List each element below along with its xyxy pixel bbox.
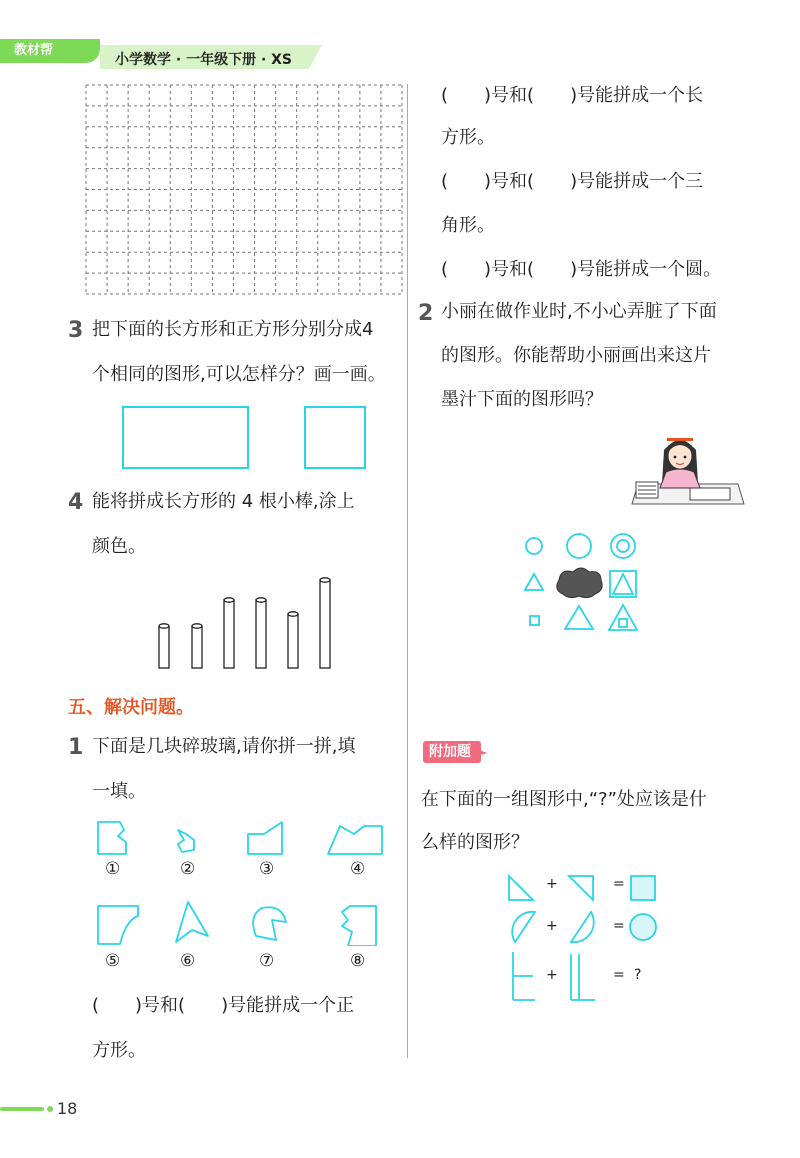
bonus-equations	[505, 868, 665, 1008]
square-shape	[305, 407, 365, 468]
fill-square-line1: ( )号和( )号能拼成一个正	[92, 995, 355, 1016]
header-title: 小学数学 · 一年级下册 · XS	[115, 52, 293, 68]
eq2-result-circle	[630, 914, 656, 940]
stick-5	[288, 612, 298, 668]
eq3-equals: =	[613, 967, 625, 983]
label-piece-6: ⑥	[180, 951, 196, 971]
stick-2	[192, 624, 202, 668]
sticks-figure	[150, 574, 340, 674]
eq1-right-triangle	[569, 876, 593, 900]
small-triangle	[525, 574, 543, 590]
label-piece-4: ④	[350, 859, 366, 879]
question-4-line2: 颜色。	[92, 536, 146, 557]
eq3-left-figure	[513, 952, 535, 1000]
eq1-result-square	[631, 876, 655, 900]
stick-6	[320, 578, 330, 668]
bonus-tag: 附加题	[423, 741, 481, 763]
stick-3	[224, 598, 234, 668]
stick-1	[159, 624, 169, 668]
label-piece-8: ⑧	[350, 951, 366, 971]
section-5-title: 五、解决问题。	[68, 697, 194, 718]
footer-line	[0, 1107, 44, 1111]
inner-small-square	[619, 619, 627, 627]
label-piece-3: ③	[259, 859, 275, 879]
glass-piece-2	[178, 830, 194, 852]
question-4-number: 4	[68, 490, 84, 515]
eq2-plus: +	[546, 918, 558, 934]
glass-piece-5	[98, 906, 138, 944]
eq1-plus: +	[546, 876, 558, 892]
girl-studying-illustration	[630, 432, 746, 512]
fill-rectangle-line2: 方形。	[441, 127, 495, 148]
page-number: 18	[57, 1099, 78, 1118]
column-divider	[407, 84, 408, 1058]
question-1-line2: 一填。	[92, 781, 146, 802]
fill-triangle-line2: 角形。	[441, 215, 495, 236]
glass-piece-6	[176, 902, 208, 942]
question-4-line1: 能将拼成长方形的 4 根小棒,涂上	[92, 491, 355, 512]
glass-piece-8	[342, 906, 376, 946]
question-3-line1: 把下面的长方形和正方形分别分成4	[92, 319, 374, 340]
eq3-question-mark: ?	[634, 967, 642, 983]
label-piece-2: ②	[180, 859, 196, 879]
rectangle-shape	[123, 407, 248, 468]
fill-square-line2: 方形。	[92, 1040, 146, 1061]
glass-pieces	[90, 816, 390, 946]
big-triangle	[565, 606, 593, 629]
q3-shapes	[118, 402, 378, 474]
eq3-plus: +	[546, 967, 558, 983]
footer-dot	[47, 1106, 53, 1112]
small-circle	[526, 538, 542, 554]
question-1-number: 1	[68, 735, 84, 760]
inner-circle	[617, 540, 629, 552]
question-2-line2: 的图形。你能帮助小丽画出来这片	[441, 345, 711, 366]
small-square	[530, 616, 539, 625]
glass-piece-3	[248, 822, 282, 854]
label-piece-1: ①	[105, 859, 121, 879]
bonus-arrow-icon: ►	[478, 745, 488, 759]
eq1-left-triangle	[509, 876, 533, 900]
eq2-left-semicircle	[512, 912, 535, 942]
outer-circle	[611, 534, 635, 558]
label-piece-7: ⑦	[259, 951, 275, 971]
dashed-grid	[85, 84, 405, 296]
header-badge: 教材帮	[0, 39, 100, 63]
fill-triangle-line1: ( )号和( )号能拼成一个三	[441, 171, 704, 192]
fill-rectangle-line1: ( )号和( )号能拼成一个长	[441, 85, 704, 106]
question-3-number: 3	[68, 318, 84, 343]
glass-piece-4	[328, 826, 382, 854]
ink-blot-shapes	[515, 528, 645, 636]
label-piece-5: ⑤	[105, 951, 121, 971]
eq2-equals: =	[613, 918, 625, 934]
eq2-right-semicircle	[571, 912, 594, 942]
question-2-line3: 墨汁下面的图形吗？	[441, 389, 603, 410]
glass-piece-7	[253, 907, 286, 940]
question-2-line1: 小丽在做作业时,不小心弄脏了下面	[441, 301, 717, 322]
fill-circle-line: ( )号和( )号能拼成一个圆。	[441, 259, 722, 280]
question-2-number: 2	[418, 301, 434, 326]
eq3-right-figure	[571, 954, 595, 1000]
eq1-equals: =	[613, 876, 625, 892]
ink-blot	[557, 568, 602, 598]
stick-4	[256, 598, 266, 668]
question-3-line2: 个相同的图形,可以怎样分？画一画。	[92, 364, 386, 385]
glass-piece-1	[98, 822, 126, 854]
inner-triangle	[613, 574, 633, 594]
question-1-line1: 下面是几块碎玻璃,请你拼一拼,填	[92, 736, 356, 757]
bonus-line1: 在下面的一组图形中,“?”处应该是什	[421, 789, 707, 810]
bonus-line2: 么样的图形？	[421, 832, 529, 853]
big-circle	[567, 534, 591, 558]
